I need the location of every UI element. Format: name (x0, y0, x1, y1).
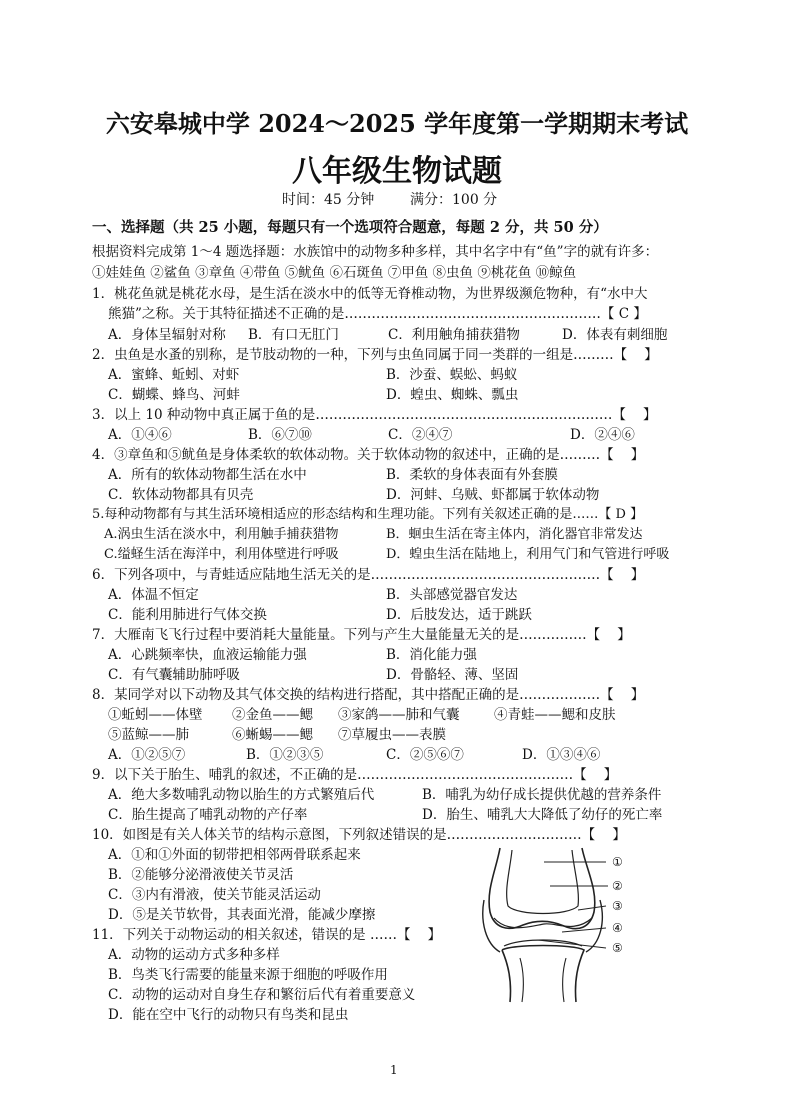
q8-pair-3: ③家鸽——肺和气囊 (338, 707, 460, 723)
q3-stem: 3．以上 10 种动物中真正属于鱼的是…………………………………………………………【 】 (92, 407, 657, 423)
q2-option-d: D．蝗虫、蜘蛛、瓢虫 (386, 387, 519, 403)
q8-pair-2: ②金鱼——鳃 (232, 707, 313, 723)
q1-stem-line2: 熊猫”之称。关于其特征描述不正确的是…………………………………………………【 C 】 (108, 306, 647, 322)
q6-option-c: C．能利用肺进行气体交换 (108, 607, 267, 623)
figure-label-2: ② (612, 879, 623, 893)
q8-pair-6: ⑥蜥蜴——鳃 (232, 727, 313, 743)
q10-stem: 10．如图是有关人体关节的结构示意图，下列叙述错误的是…………………………【 】 (92, 827, 626, 843)
q8-pair-7: ⑦草履虫——表膜 (338, 727, 446, 743)
q8-pair-5: ⑤蓝鲸——肺 (108, 727, 189, 743)
q7-option-d: D．骨骼轻、薄、坚固 (386, 667, 519, 683)
q8-option-a: A．①②⑤⑦ (108, 747, 186, 763)
q8-pair-1: ①蚯蚓——体壁 (108, 707, 203, 723)
q1-option-d: D．体表有刺细胞 (562, 327, 668, 343)
q9-option-d: D．胎生、哺乳大大降低了幼仔的死亡率 (422, 807, 663, 823)
exam-title: 八年级生物试题 (292, 154, 502, 189)
section-title: 一、选择题（共 25 小题，每题只有一个选项符合题意，每题 2 分，共 50 分） (92, 219, 608, 236)
q5-option-a: A.涡虫生活在淡水中，利用触手捕获猎物 (104, 527, 339, 542)
q9-option-b: B．哺乳为幼仔成长提供优越的营养条件 (422, 787, 662, 803)
q1-option-c: C．利用触角捕获猎物 (388, 327, 520, 343)
q11-option-d: D．能在空中飞行的动物只有鸟类和昆虫 (108, 1007, 349, 1023)
q5-stem: 5.每种动物都有与其生活环境相适应的形态结构和生理功能。下列有关叙述正确的是……【 D 】 (92, 507, 644, 522)
lower-bone-outline (502, 946, 584, 1003)
figure-label-5: ⑤ (612, 941, 623, 955)
q7-option-c: C．有气囊辅助肺呼吸 (108, 667, 240, 683)
q4-option-d: D．河蚌、乌贼、虾都属于软体动物 (386, 487, 600, 503)
q2-option-b: B．沙蚕、蜈蚣、蚂蚁 (386, 367, 518, 383)
q4-option-c: C．软体动物都具有贝壳 (108, 487, 254, 503)
q11-option-c: C．动物的运动对自身生存和繁衍后代有着重要意义 (108, 987, 416, 1003)
leader-line-4 (562, 928, 606, 932)
q3-option-b: B．⑥⑦⑩ (248, 427, 312, 443)
q6-option-b: B．头部感觉器官发达 (386, 587, 518, 603)
q9-option-c: C．胎生提高了哺乳动物的产仔率 (108, 807, 308, 823)
q5-option-d: D．蝗虫生活在陆地上，利用气门和气管进行呼吸 (386, 547, 670, 562)
q4-option-b: B．柔软的身体表面有外套膜 (386, 467, 558, 483)
joint-diagram-svg (478, 840, 648, 1010)
q6-stem: 6．下列各项中，与青蛙适应陆地生活无关的是……………………………………………【 】 (92, 567, 645, 583)
q8-pair-4: ④青蛙——鳃和皮肤 (494, 707, 616, 723)
q8-option-b: B．①②③⑤ (246, 747, 324, 763)
upper-cartilage (494, 918, 592, 928)
q11-option-a: A．动物的运动方式多种多样 (108, 947, 280, 963)
upper-bone-inner (507, 850, 579, 914)
q8-option-c: C．②⑤⑥⑦ (386, 747, 464, 763)
q1-option-b: B．有口无肛门 (248, 327, 339, 343)
q9-stem: 9．以下关于胎生、哺乳的叙述，不正确的是…………………………………………【 】 (92, 767, 618, 783)
q6-option-d: D．后肢发达，适于跳跃 (386, 607, 532, 623)
fish-list: ①娃娃鱼 ②鲨鱼 ③章鱼 ④带鱼 ⑤鱿鱼 ⑥石斑鱼 ⑦甲鱼 ⑧虫鱼 ⑨桃花鱼 ⑩鲸鱼 (92, 265, 577, 281)
q2-stem: 2．虫鱼是水蚤的别称，是节肢动物的一种，下列与虫鱼同属于同一类群的一组是………【 】 (92, 347, 658, 363)
q4-stem: 4．③章鱼和⑤鱿鱼是身体柔软的软体动物。关于软体动物的叙述中，正确的是………【 】 (92, 447, 645, 463)
figure-label-1: ① (612, 855, 623, 869)
q4-option-a: A．所有的软体动物都生活在水中 (108, 467, 307, 483)
q6-option-a: A．体温不恒定 (108, 587, 199, 603)
joint-diagram (478, 840, 648, 1010)
q3-option-c: C．②④⑦ (388, 427, 453, 443)
q9-option-a: A．绝大多数哺乳动物以胎生的方式繁殖后代 (108, 787, 375, 803)
q10-option-d: D．⑤是关节软骨，其表面光滑，能减少摩擦 (108, 907, 376, 923)
q7-option-b: B．消化能力强 (386, 647, 477, 663)
q10-option-b: B．②能够分泌滑液使关节灵活 (108, 867, 294, 883)
school-title: 六安皋城中学 2024～2025 学年度第一学期期末考试 (105, 109, 689, 138)
q1-option-a: A．身体呈辐射对称 (108, 327, 226, 343)
figure-label-3: ③ (612, 899, 623, 913)
q11-stem: 11．下列关于动物运动的相关叙述，错误的是 ……【 】 (92, 927, 442, 943)
q3-option-a: A．①④⑥ (108, 427, 172, 443)
q3-option-d: D．②④⑥ (570, 427, 635, 443)
q2-option-a: A．蜜蜂、蚯蚓、对虾 (108, 367, 240, 383)
time-info: 时间：45 分钟 (282, 192, 375, 208)
q5-option-b: B．蛔虫生活在寄主体内，消化器官非常发达 (386, 527, 643, 542)
q11-option-b: B．鸟类飞行需要的能量来源于细胞的呼吸作用 (108, 967, 388, 983)
q10-option-c: C．③内有滑液，使关节能灵活运动 (108, 887, 321, 903)
q5-option-c: C.缢蛏生活在海洋中，利用体壁进行呼吸 (104, 547, 339, 562)
q8-stem: 8．某同学对以下动物及其气体交换的结构进行搭配，其中搭配正确的是………………【 】 (92, 687, 645, 703)
q8-option-d: D．①③④⑥ (522, 747, 601, 763)
lower-bone-inner (520, 958, 566, 1002)
q10-option-a: A．①和①外面的韧带把相邻两骨联系起来 (108, 847, 361, 863)
figure-label-4: ④ (612, 921, 623, 935)
q2-option-c: C．蝴蝶、蜂鸟、河蚌 (108, 387, 240, 403)
score-info: 满分：100 分 (410, 192, 498, 208)
page-number: 1 (390, 1063, 398, 1077)
q7-option-a: A．心跳频率快，血液运输能力强 (108, 647, 307, 663)
q7-stem: 7．大雁南飞飞行过程中要消耗大量能量。下列与产生大量能量无关的是……………【 】 (92, 627, 631, 643)
upper-bone-outline (489, 848, 595, 929)
intro-text: 根据资料完成第 1～4 题选择题：水族馆中的动物多种多样，其中名字中有“鱼”字的就有许多： (92, 244, 659, 260)
q1-stem-line1: 1．桃花鱼就是桃花水母，是生活在淡水中的低等无脊椎动物，为世界级濒危物种，有“水中大 (92, 286, 648, 302)
